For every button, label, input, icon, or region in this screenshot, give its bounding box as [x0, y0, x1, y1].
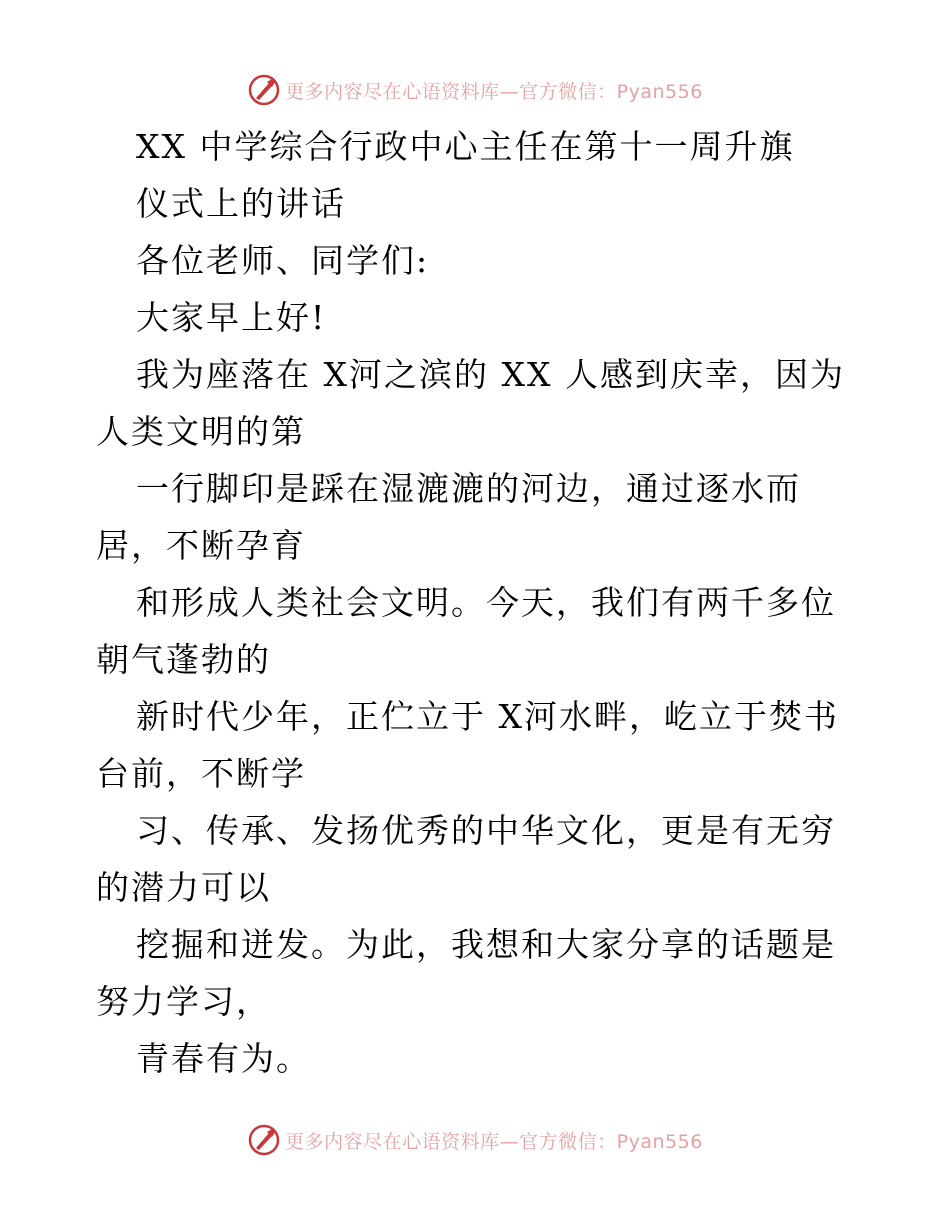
closing-line: 青春有为。 [136, 1039, 311, 1078]
document-body [96, 118, 856, 1087]
line-tail: 力学习， [131, 982, 271, 1021]
greeting: 大家早上好! [136, 298, 327, 337]
line-head: 习、传承、发扬优秀的中华文化，更是有无穷的 [96, 811, 836, 907]
line-tail: 气蓬勃的 [131, 640, 271, 679]
watermark-header [0, 70, 950, 110]
line-head: 和形成人类社会文明。今天，我们有两千多位朝 [96, 583, 836, 679]
body-paragraph-5 [96, 802, 856, 916]
line-tail: 台前，不断学 [96, 754, 306, 793]
body-paragraph-2 [96, 460, 856, 574]
line-head: 挖掘和迸发。为此，我想和大家分享的话题是努 [96, 925, 836, 1021]
line-head: 新时代少年，正伫立于 X河水畔，屹立于焚书 [136, 697, 839, 736]
body-paragraph-1 [96, 346, 856, 460]
line-tail: 潜力可以 [131, 868, 271, 907]
body-paragraph-3 [96, 574, 856, 688]
watermark-footer [0, 1120, 950, 1160]
pen-seal-icon [247, 73, 281, 107]
pen-seal-icon [247, 1123, 281, 1157]
line-tail: 人类文明的第 [96, 412, 306, 451]
body-paragraph-6 [96, 916, 856, 1030]
line-head: 我为座落在 X河之滨的 XX 人感到庆幸，因为 [136, 355, 845, 394]
line-tail: 不断孕育 [166, 526, 306, 565]
line-head: 一行脚印是踩在湿漉漉的河边，通过逐水而居， [96, 469, 801, 565]
title-line-1: XX 中学综合行政中心主任在第十一周升旗 [136, 127, 795, 166]
body-paragraph-4 [96, 688, 856, 802]
salutation: 各位老师、同学们: [136, 241, 430, 280]
watermark-text: 更多内容尽在心语资料库—官方微信：Pyan556 [285, 1130, 703, 1153]
watermark-text: 更多内容尽在心语资料库—官方微信：Pyan556 [285, 80, 703, 103]
title-line-2: 仪式上的讲话 [136, 184, 346, 223]
